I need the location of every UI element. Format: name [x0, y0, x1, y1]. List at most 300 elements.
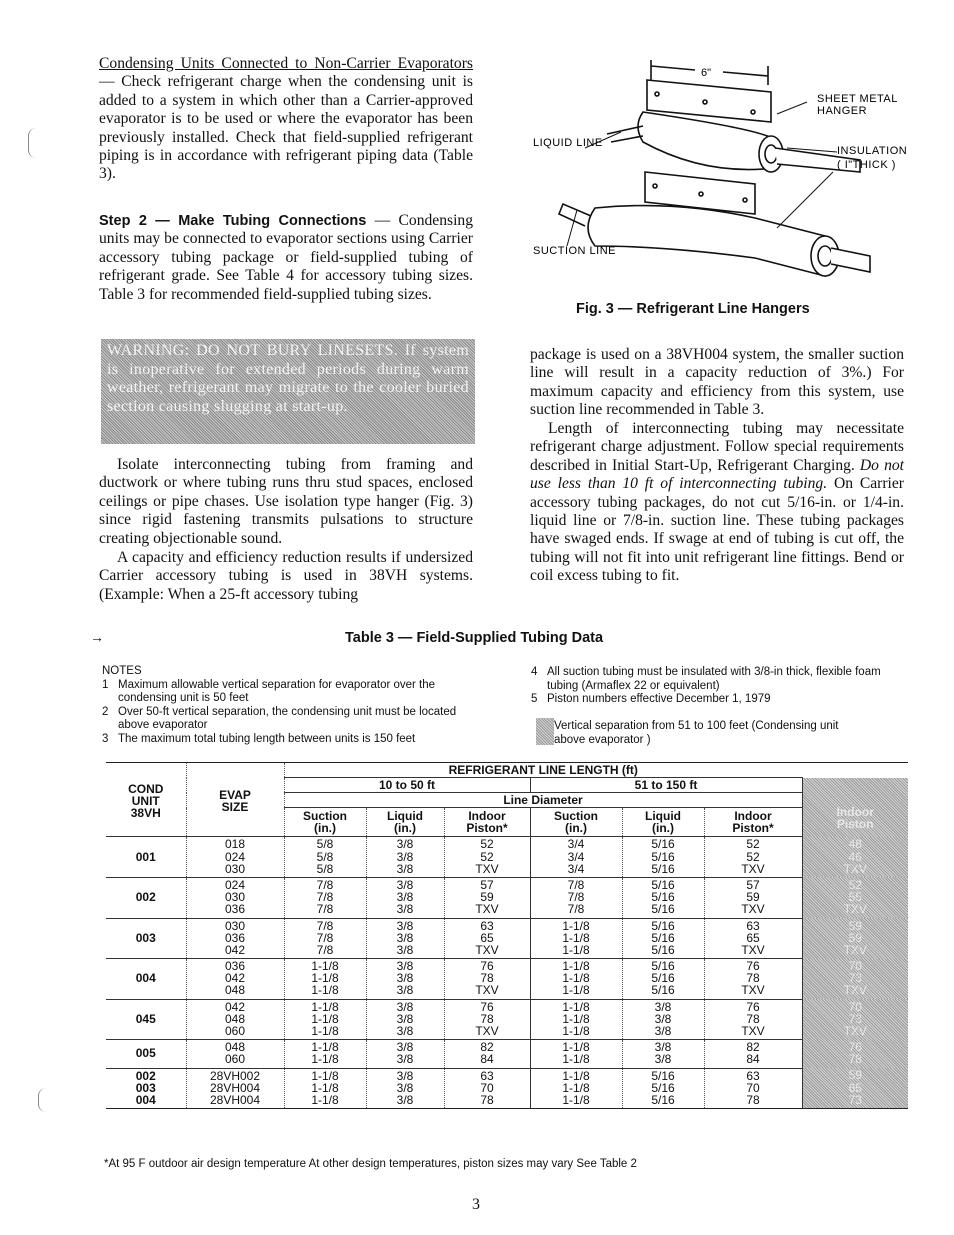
table-cell: Suction	[303, 809, 347, 823]
table-cell: 1-1/8	[311, 1080, 339, 1095]
suction-line-leader	[567, 210, 577, 246]
warning-box	[101, 339, 475, 444]
table-cell: 3/8	[396, 983, 414, 998]
hatch-piston-cell	[803, 879, 909, 916]
table-cell: 5/16	[651, 861, 675, 876]
capacity-text: A capacity and efficiency reduction results if undersized Carrier accessory tubing is used in 38VH systems. (Example: When a 25-ft accessory tubing	[99, 549, 473, 603]
table-cell: 70	[848, 959, 862, 974]
table-cell: 1-1/8	[562, 959, 590, 974]
suction-header	[531, 810, 622, 834]
sheet-metal-leader	[777, 102, 807, 114]
table-cell: 76	[848, 1040, 862, 1055]
table-cell: Piston	[836, 816, 874, 831]
piston-cell	[445, 960, 530, 997]
cond-unit-cell	[106, 1013, 186, 1025]
table-cell: 048	[224, 983, 246, 998]
range-51-150-header: 51 to 150 ft	[634, 777, 698, 792]
package-text: package is used on a 38VH004 system, the smaller suction line will result in a capacity reduction of 3%.) For maximum capacity and efficiency from this system, use suction line recommended in Table 3.	[530, 346, 904, 419]
table-cell: 3/8	[396, 1024, 414, 1038]
table-cell: 1-1/8	[562, 1068, 590, 1083]
table-cell: 59	[746, 890, 760, 905]
suction-cell	[531, 838, 622, 875]
table-cell: 28VH004	[209, 1080, 261, 1095]
note-number: 3	[102, 732, 109, 745]
table-cell: 048	[224, 1040, 246, 1055]
evap-size-cell	[187, 1041, 284, 1065]
piston-cell	[705, 960, 802, 997]
table-cell: 1-1/8	[311, 1011, 339, 1026]
tubing-data-table	[106, 762, 908, 1109]
liquid-cell	[623, 920, 704, 957]
table-cell: 7/8	[316, 890, 334, 905]
table-cell: 002	[135, 890, 156, 905]
table-cell: 76	[480, 959, 494, 974]
note-number: 2	[102, 705, 109, 718]
table-cell: 042	[224, 971, 246, 986]
table-cell: 59	[848, 918, 862, 933]
indoor-piston-header	[705, 810, 802, 834]
table-cell: 7/8	[316, 930, 334, 945]
table-cell: (in.)	[652, 821, 674, 836]
table-cell: TXV	[475, 983, 499, 998]
length-text-b: On Carrier accessory tubing packages, do not cut 5/16-in. or 1/4-in. liquid line or 7/8-in. suction line. These tubing packages have swaged ends. If swage at end of tubing is cut off, the tubing will not fit into unit refrigerant line fittings. Bend or coil excess tubing to fit.	[530, 475, 904, 585]
table-cell: 5/16	[651, 971, 675, 986]
table-cell: 048	[224, 1011, 246, 1026]
table-cell: 024	[224, 877, 246, 892]
table-cell: 3/8	[654, 1024, 672, 1038]
table-cell: 3/8	[654, 999, 672, 1014]
suction-cell	[531, 920, 622, 957]
table-cell: 65	[746, 930, 760, 945]
piston-cell	[445, 1070, 530, 1107]
table-cell: TXV	[843, 902, 867, 917]
table-cell: 5/8	[316, 837, 334, 852]
dim-label: 6"	[701, 67, 712, 79]
table-cell: 5/16	[651, 877, 675, 892]
table-cell: 48	[848, 837, 862, 852]
table-cell: 78	[746, 1011, 760, 1026]
table-cell: 1-1/8	[311, 959, 339, 974]
suction-cell	[285, 1041, 366, 1065]
evap-size-cell	[187, 1001, 284, 1038]
table-cell: (in.)	[314, 821, 336, 836]
piston-cell	[445, 838, 530, 875]
table-cell: 5/16	[651, 837, 675, 852]
capacity-paragraph	[99, 549, 473, 604]
page-number: 3	[472, 1196, 480, 1213]
table-cell: 5/16	[651, 942, 675, 957]
table-cell: 036	[224, 930, 246, 945]
table-cell: 3/8	[396, 1080, 414, 1095]
table-cell: 84	[746, 1052, 760, 1067]
note-text: All suction tubing must be insulated with 3/8-in thick, flexible foam tubing (Armaflex 22 or equivalent)	[547, 666, 881, 692]
table-cell: Piston*	[732, 821, 774, 836]
table-cell: 1-1/8	[562, 930, 590, 945]
table-cell: UNIT	[131, 794, 160, 809]
table-cell: 78	[848, 1052, 862, 1067]
table-row	[106, 1068, 908, 1109]
table-cell: TXV	[475, 942, 499, 957]
table-cell: 63	[480, 1068, 494, 1083]
legend-swatch	[536, 718, 554, 745]
table-cell: 3/4	[567, 861, 585, 876]
isolate-paragraph	[99, 456, 473, 548]
table-cell: 7/8	[567, 890, 585, 905]
table-cell: 82	[746, 1040, 760, 1055]
notes-title: NOTES	[102, 665, 142, 677]
table-cell: 036	[224, 959, 246, 974]
liquid-line-label: LIQUID LINE	[533, 137, 603, 149]
table-cell: 70	[746, 1080, 760, 1095]
table-cell: TXV	[741, 1024, 765, 1038]
table-row	[106, 837, 908, 878]
table-cell: 1-1/8	[311, 1092, 339, 1107]
table-cell: TXV	[843, 861, 867, 876]
table-cell: 57	[480, 877, 494, 892]
table-cell: 76	[746, 959, 760, 974]
table-cell: 3/8	[396, 971, 414, 986]
table-cell: 73	[848, 1011, 862, 1026]
piston-cell	[705, 879, 802, 916]
table-cell: 1-1/8	[562, 942, 590, 957]
refrigerant-line-hangers-figure	[525, 50, 925, 295]
note-item	[531, 666, 911, 693]
note-text: The maximum total tubing length between units is 150 feet	[118, 732, 416, 745]
evap-size-cell	[187, 1070, 284, 1107]
table-cell: 3/8	[396, 942, 414, 957]
table-cell: 5/16	[651, 959, 675, 974]
table-cell: 3/8	[396, 890, 414, 905]
tubing-data-table-wrap	[106, 762, 908, 1109]
hatch-piston-cell	[803, 960, 909, 997]
intro-heading: Condensing Units Connected to Non-Carrier Evaporators	[99, 55, 473, 72]
table-cell: 7/8	[567, 902, 585, 917]
table-cell: 1-1/8	[562, 971, 590, 986]
notes-right	[531, 666, 911, 707]
length-text-a: Length of interconnecting tubing may necessitate refrigerant charge adjustment. Follow special requirements described in Initial Start-Up, Refrigerant Charging.	[530, 420, 904, 474]
table-cell: EVAP	[219, 788, 251, 802]
liquid-cell	[367, 920, 444, 957]
lower-suction-pipe-left	[559, 204, 591, 226]
note-item	[102, 733, 482, 747]
table-cell: TXV	[741, 902, 765, 917]
table-cell: 1-1/8	[562, 1040, 590, 1055]
cond-unit-cell	[106, 1047, 186, 1059]
table-cell: 001	[135, 849, 156, 864]
liquid-cell	[367, 879, 444, 916]
liquid-cell	[623, 1070, 704, 1107]
table-cell: COND	[128, 782, 164, 796]
hatch-piston-header	[803, 778, 909, 830]
hatch-piston-cell	[803, 1069, 909, 1106]
suction-cell	[285, 920, 366, 957]
table-cell: 59	[848, 930, 862, 945]
table-cell: 78	[480, 1092, 494, 1107]
table-cell: 73	[848, 971, 862, 986]
table-cell: 63	[746, 918, 760, 933]
table-cell: 76	[746, 999, 760, 1014]
indoor-piston-header	[445, 810, 530, 834]
table-cell: 59	[848, 1068, 862, 1083]
note-item	[531, 693, 911, 707]
sheet-metal-label-2: HANGER	[817, 105, 868, 117]
table-cell: Indoor	[468, 809, 506, 823]
table-cell: 1-1/8	[562, 983, 590, 998]
table-cell: 5/16	[651, 902, 675, 917]
table-cell: TXV	[843, 983, 867, 998]
table-cell: 030	[224, 890, 246, 905]
piston-cell	[445, 1041, 530, 1065]
table-cell: 5/16	[651, 930, 675, 945]
suction-cell	[285, 960, 366, 997]
table-cell: 1-1/8	[311, 999, 339, 1014]
table-cell: 78	[480, 971, 494, 986]
table-cell: 5/16	[651, 983, 675, 998]
suction-cell	[285, 1070, 366, 1107]
table-cell: 28VH002	[209, 1068, 261, 1083]
table-cell: 38VH	[130, 806, 161, 821]
table-cell: 042	[224, 999, 246, 1014]
table-cell: 060	[224, 1024, 246, 1038]
table-cell: 70	[480, 1080, 494, 1095]
table-cell: TXV	[843, 942, 867, 957]
evap-size-cell	[187, 879, 284, 916]
table-cell: 5/16	[651, 890, 675, 905]
table-cell: 5/16	[651, 1092, 675, 1107]
table-cell: 5/16	[651, 849, 675, 864]
table-cell: 1-1/8	[562, 1024, 590, 1038]
hatch-piston-cell	[803, 920, 909, 957]
table-cell: 030	[224, 861, 246, 876]
table-cell: 3/8	[396, 837, 414, 852]
table-cell: 78	[746, 971, 760, 986]
cond-unit-header	[106, 783, 186, 820]
hatch-piston-cell	[803, 1041, 909, 1065]
table-cell: 005	[135, 1046, 156, 1061]
table-footnote: *At 95 F outdoor air design temperature At other design temperatures, piston sizes may vary See Table 2	[104, 1158, 637, 1170]
table-cell: 003	[135, 1080, 156, 1095]
cond-unit-cell	[106, 1070, 186, 1107]
step2-paragraph: Step 2 — Make Tubing Connections — Condensing units may be connected to evaporator sections using Carrier accessory tubing package or field-supplied tubing of refrigerant grade. See Table 4 for accessory tubing sizes. Table 3 for recommended field-supplied tubing sizes.	[99, 212, 474, 303]
table-cell: 78	[746, 1092, 760, 1107]
dim-line-right	[723, 72, 768, 76]
table-cell: 5/8	[316, 861, 334, 876]
liquid-cell	[623, 1001, 704, 1038]
table-cell: TXV	[741, 942, 765, 957]
cond-unit-cell	[106, 851, 186, 863]
table-cell: TXV	[741, 861, 765, 876]
table-cell: 3/4	[567, 837, 585, 852]
piston-cell	[445, 879, 530, 916]
legend-text	[554, 720, 838, 747]
warning-text: WARNING: DO NOT BURY LINESETS. If system is inoperative for extended periods during warm weather, refrigerant may migrate to the cooler buried section causing slugging at start-up.	[107, 342, 469, 415]
table-cell: 1-1/8	[562, 999, 590, 1014]
table-cell: 3/8	[396, 849, 414, 864]
note-text: Maximum allowable vertical separation for evaporator over the condensing unit is 50 feet	[118, 678, 436, 705]
suction-cell	[531, 1070, 622, 1107]
suction-cell	[285, 1001, 366, 1038]
table-cell: Indoor	[836, 804, 874, 819]
table-cell: 002	[135, 1068, 156, 1083]
liquid-header	[623, 810, 704, 834]
line-diameter-header: Line Diameter	[284, 793, 802, 808]
piston-cell	[705, 1070, 802, 1107]
table-cell: 7/8	[316, 877, 334, 892]
cond-unit-cell	[106, 972, 186, 984]
range-10-50-header: 10 to 50 ft	[284, 778, 530, 793]
table-cell: 3/8	[396, 861, 414, 876]
legend-text-1: Vertical separation from 51 to 100 feet (Condensing unit	[554, 720, 839, 732]
table-cell: 55	[848, 890, 862, 905]
step2-text: Condensing units may be connected to evaporator sections using Carrier accessory tubing package or field-supplied tubing of refrigerant grade. See Table 4 for accessory tubing sizes. Table 3 for recommended field-supplied tubing sizes.	[99, 212, 474, 303]
table-cell: 1-1/8	[562, 1080, 590, 1095]
table-cell: 76	[480, 999, 494, 1014]
suction-cell	[531, 960, 622, 997]
table-cell: 52	[480, 849, 494, 864]
evap-size-header	[187, 789, 284, 813]
table-cell: 3/8	[396, 877, 414, 892]
table-cell: 1-1/8	[562, 1052, 590, 1067]
hatch-piston-cell	[803, 1001, 909, 1038]
table-cell: 042	[224, 942, 246, 957]
suction-header	[285, 810, 366, 834]
table-row	[106, 918, 908, 959]
table-cell: 82	[480, 1040, 494, 1055]
table-cell: TXV	[741, 983, 765, 998]
table-cell: 5/16	[651, 918, 675, 933]
table-cell: 3/8	[396, 999, 414, 1014]
evap-size-cell	[187, 920, 284, 957]
table-cell: 3/8	[396, 930, 414, 945]
table-cell: TXV	[843, 1024, 867, 1038]
table-cell: 63	[746, 1068, 760, 1083]
liquid-cell	[623, 879, 704, 916]
table-cell: Liquid	[645, 809, 681, 823]
table-cell: 1-1/8	[311, 1068, 339, 1083]
note-text: Over 50-ft vertical separation, the condensing unit must be located above evaporator	[118, 705, 457, 732]
table-cell: 003	[135, 930, 156, 945]
table-cell: 5/16	[651, 1068, 675, 1083]
suction-cell	[531, 1041, 622, 1065]
table-cell: 1-1/8	[311, 1024, 339, 1038]
liquid-cell	[367, 1041, 444, 1065]
table-cell: SIZE	[221, 800, 249, 815]
table-cell: 004	[135, 971, 156, 986]
evap-size-cell	[187, 838, 284, 875]
table-cell: 78	[480, 1011, 494, 1026]
table-cell: 63	[480, 918, 494, 933]
table-cell: 46	[848, 849, 862, 864]
refrigerant-length-header: REFRIGERANT LINE LENGTH (ft)	[284, 763, 802, 778]
table-cell: 59	[480, 890, 494, 905]
table-cell: 3/8	[396, 1040, 414, 1055]
liquid-cell	[623, 960, 704, 997]
table-cell: 52	[746, 837, 760, 852]
table-cell: 7/8	[316, 942, 334, 957]
piston-cell	[705, 1041, 802, 1065]
margin-mark	[28, 128, 39, 158]
note-item	[102, 706, 482, 733]
insulation-label-1: INSULATION	[837, 145, 908, 157]
table-cell: 5/16	[651, 1080, 675, 1095]
table-cell: 73	[848, 1092, 862, 1107]
table-cell: TXV	[475, 1024, 499, 1038]
table-cell: 7/8	[316, 902, 334, 917]
table-cell: 65	[848, 1080, 862, 1095]
legend-text-2: above evaporator )	[554, 733, 651, 746]
table-cell: 3/8	[396, 918, 414, 933]
table-cell: 1-1/8	[311, 1052, 339, 1067]
table-cell: 7/8	[316, 918, 334, 933]
suction-cell	[531, 879, 622, 916]
table-cell: (in.)	[394, 821, 416, 836]
table-row	[106, 1040, 908, 1068]
table-cell: TXV	[475, 902, 499, 917]
table-cell: 1-1/8	[562, 1092, 590, 1107]
table-cell: Suction	[554, 809, 598, 823]
suction-cell	[285, 838, 366, 875]
table-cell: 3/8	[396, 959, 414, 974]
piston-cell	[445, 920, 530, 957]
step2-heading: Step 2 — Make Tubing Connections	[99, 213, 367, 229]
table-title: Table 3 — Field-Supplied Tubing Data	[345, 630, 604, 646]
intro-text: Check refrigerant charge when the condensing unit is added to a system in which other than a Carrier-approved evaporator is to be used or where the evaporator has been previously installed. Check that field-supplied refrigerant piping is in accordance with refrigerant piping data (Table 3).	[99, 73, 473, 183]
evap-size-cell	[187, 960, 284, 997]
piston-cell	[445, 1001, 530, 1038]
table-cell: 52	[848, 877, 862, 892]
suction-line-label: SUCTION LINE	[533, 245, 617, 257]
dim-line-left	[651, 66, 695, 70]
table-cell: 3/8	[654, 1040, 672, 1055]
isolate-text: Isolate interconnecting tubing from framing and ductwork or where tubing runs thru stud spaces, enclosed ceilings or pipe chases. Use isolation type hanger (Fig. 3) since rigid fastening transmits pulsations to structure creating objectionable sound.	[99, 456, 473, 547]
piston-cell	[705, 920, 802, 957]
note-number: 1	[102, 678, 109, 691]
table-cell: 004	[135, 1092, 156, 1107]
table-cell: 060	[224, 1052, 246, 1067]
length-text-italic: Do not use less than 10 ft of interconnecting tubing.	[530, 456, 904, 493]
cond-unit-cell	[106, 932, 186, 944]
figure-caption: Fig. 3 — Refrigerant Line Hangers	[576, 301, 810, 317]
liquid-cell	[623, 1041, 704, 1065]
suction-cell	[531, 1001, 622, 1038]
table-cell: Liquid	[387, 809, 423, 823]
table-cell: 5/8	[316, 849, 334, 864]
table-cell: TXV	[475, 861, 499, 876]
table-cell: 52	[746, 849, 760, 864]
piston-cell	[705, 1001, 802, 1038]
table-cell: 045	[135, 1011, 156, 1026]
table-cell: 70	[848, 999, 862, 1014]
table-cell: 7/8	[567, 877, 585, 892]
table-cell: 28VH004	[209, 1092, 261, 1107]
package-paragraph	[530, 346, 904, 420]
table-row	[106, 877, 908, 918]
liquid-cell	[367, 838, 444, 875]
table-cell: 3/8	[396, 1092, 414, 1107]
note-item	[102, 679, 482, 706]
liquid-header	[367, 810, 444, 834]
table-cell: 84	[480, 1052, 494, 1067]
table-cell: Indoor	[734, 809, 772, 823]
sheet-metal-label-1: SHEET METAL	[817, 93, 898, 105]
table-cell: 3/4	[567, 849, 585, 864]
table-row	[106, 959, 908, 1000]
table-cell: 65	[480, 930, 494, 945]
insulation-leader-2	[777, 172, 833, 228]
intro-paragraph: Condensing Units Connected to Non-Carrier Evaporators — Check refrigerant charge when the condensing unit is added to a system in which other than a Carrier-approved evaporator is to be used or where the evaporator has been previously installed. Check that field-supplied refrigerant piping is in accordance with refrigerant piping data (Table 3).	[99, 55, 473, 183]
table-cell: 1-1/8	[311, 1040, 339, 1055]
table-cell: 1-1/8	[562, 918, 590, 933]
